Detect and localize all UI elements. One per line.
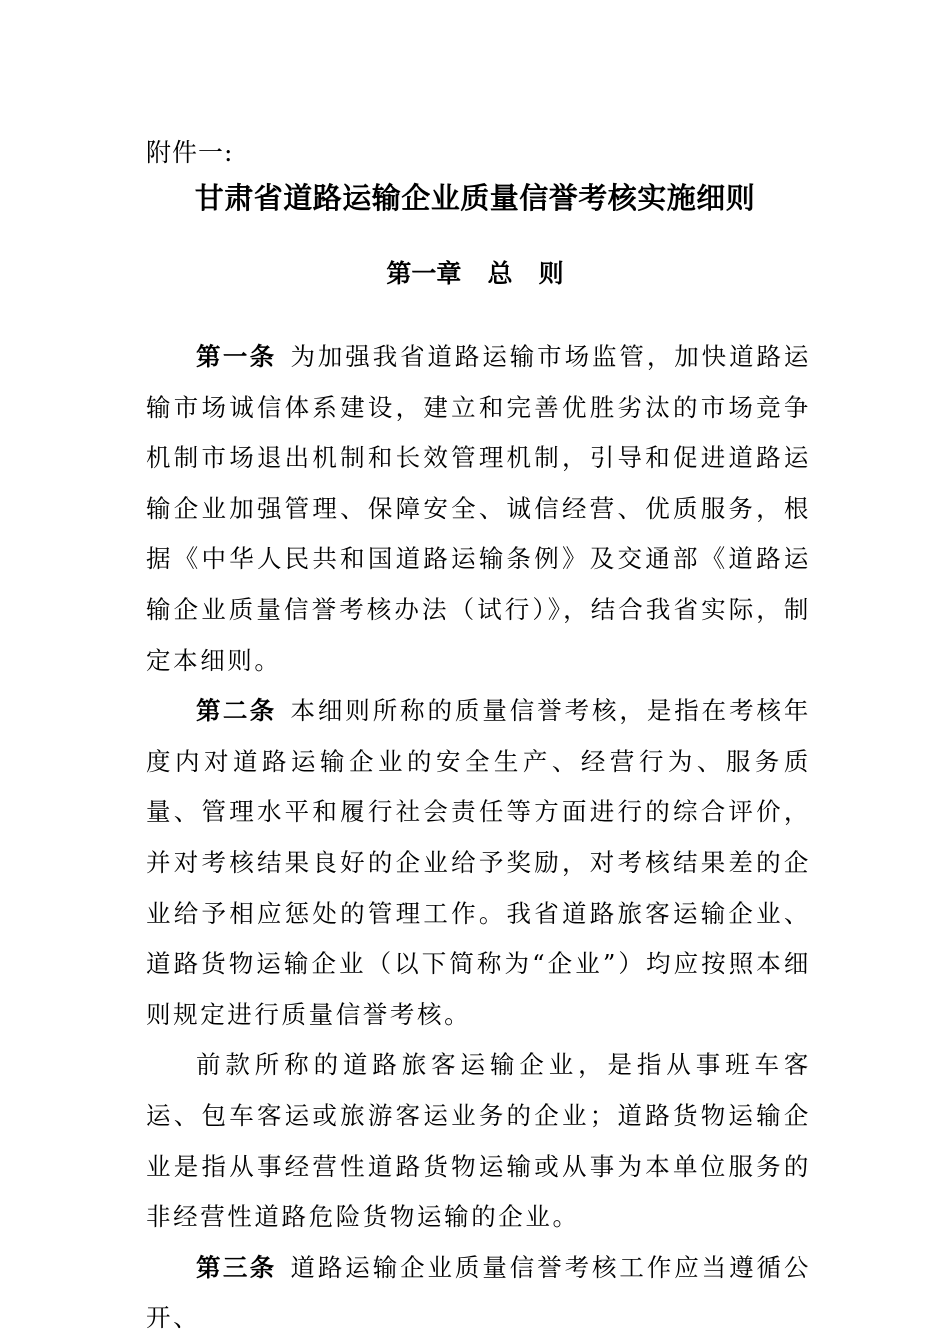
chapter-heading: 第一章 总 则 <box>386 259 564 288</box>
article-2-paragraph <box>146 686 811 1040</box>
article-1-paragraph <box>146 332 811 686</box>
article-number: 第一条 <box>196 342 277 371</box>
attachment-label: 附件一: <box>146 138 234 167</box>
article-text: 前款所称的道路旅客运输企业，是指从事班车客运、包车客运或旅游客运业务的企业；道路货物运输企业是指从事经营性道路货物运输或从事为本单位服务的非经营性道路危险货物运输的企业。 <box>146 1050 811 1232</box>
article-text: 道路运输企业质量信誉考核工作应当遵循公开、 <box>146 1252 812 1333</box>
article-3-paragraph <box>146 1243 811 1344</box>
document-body <box>146 332 811 1344</box>
article-text: 本细则所称的质量信誉考核，是指在考核年度内对道路运输企业的安全生产、经营行为、服务质量、管理水平和履行社会责任等方面进行的综合评价，并对考核结果良好的企业给予奖励，对考核结果差的企业给予相应惩处的管理工作。我省道路旅客运输企业、道路货物运输企业（以下简称为“企业”）均应按照本细则规定进行质量信誉考核。 <box>146 696 812 1029</box>
document-title: 甘肃省道路运输企业质量信誉考核实施细则 <box>194 181 756 215</box>
article-number: 第二条 <box>196 696 277 726</box>
article-text: 为加强我省道路运输市场监管，加快道路运输市场诚信体系建设，建立和完善优胜劣汰的市场竞争机制市场退出机制和长效管理机制，引导和促进道路运输企业加强管理、保障安全、诚信经营、优质服务，根据《中华人民共和国道路运输条例》及交通部《道路运输企业质量信誉考核办法（试行）》，结合我省实际，制定本细则。 <box>146 342 812 675</box>
article-number: 第三条 <box>196 1252 277 1282</box>
article-2-continuation-paragraph <box>146 1040 811 1242</box>
